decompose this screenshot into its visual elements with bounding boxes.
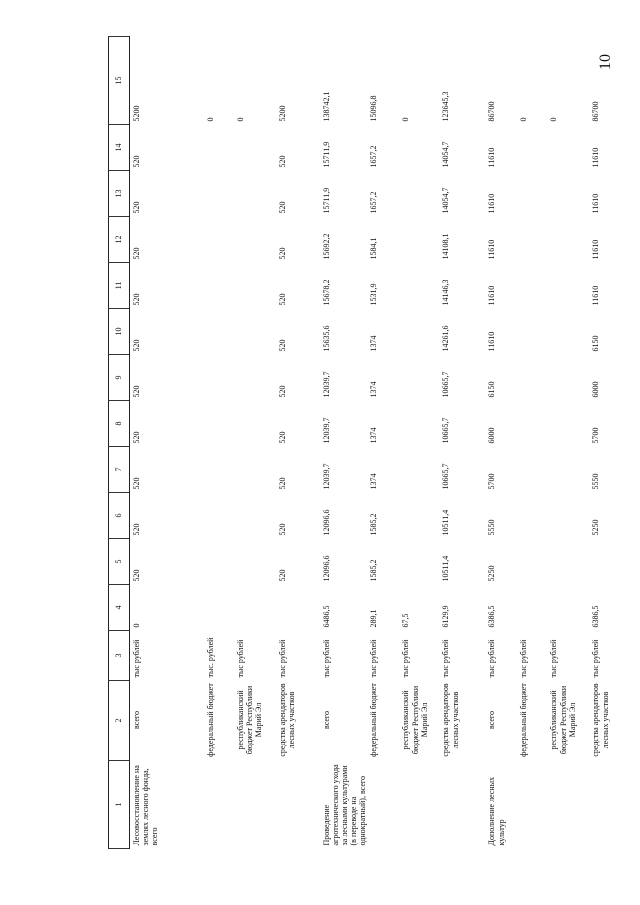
value-cell [234, 171, 276, 217]
value-cell [547, 263, 589, 309]
value-cell [234, 493, 276, 539]
value-cell [517, 539, 547, 585]
value-cell: 1374 [369, 427, 379, 444]
value-cell: 11610 [591, 239, 601, 260]
rotated-table-container [108, 37, 610, 849]
item-cell [276, 761, 320, 849]
table-row [234, 37, 276, 849]
table-row [485, 37, 517, 849]
value-cell [517, 355, 547, 401]
value-cell [204, 125, 234, 171]
value-cell [547, 447, 589, 493]
value-cell [547, 309, 589, 355]
source-cell: всего [321, 711, 331, 730]
value-cell [234, 447, 276, 493]
financing-table [108, 36, 629, 849]
value-cell: 520 [132, 431, 141, 444]
source-cell: республиканский бюджет Республики Марий Эл [549, 685, 577, 755]
value-cell: 289,1 [369, 609, 379, 628]
value-cell [204, 309, 234, 355]
value-cell [204, 263, 234, 309]
value-cell [204, 539, 234, 585]
value-cell [234, 309, 276, 355]
value-cell: 12096,6 [321, 555, 331, 582]
value-cell [547, 539, 589, 585]
value-cell: 14054,7 [441, 187, 451, 214]
table-row [547, 37, 589, 849]
table-row [130, 37, 204, 849]
value-cell: 1531,9 [369, 283, 379, 306]
value-cell: 520 [277, 247, 287, 260]
item-cell [204, 761, 234, 849]
value-cell [234, 585, 276, 631]
column-header-2: 2 [109, 681, 130, 761]
table-row [204, 37, 234, 849]
item-cell [367, 761, 399, 849]
value-cell: 14108,1 [441, 233, 451, 260]
value-cell: 11610 [487, 239, 497, 260]
unit-cell: тыс рублей [591, 639, 601, 678]
value-cell [234, 401, 276, 447]
value-cell: 1584,1 [369, 237, 379, 260]
item-cell: Дополнение лесных культур [487, 776, 506, 846]
table-row [367, 37, 399, 849]
value-cell: 5250 [591, 519, 601, 536]
value-cell [204, 217, 234, 263]
column-header-12: 12 [109, 217, 130, 263]
unit-cell: тыс рублей [321, 639, 331, 678]
value-cell: 15711,9 [321, 187, 331, 214]
value-cell [399, 493, 439, 539]
unit-cell: тыс рублей [549, 639, 559, 678]
item-cell [399, 761, 439, 849]
column-header-14: 14 [109, 125, 130, 171]
value-cell: 520 [132, 569, 141, 582]
column-header-13: 13 [109, 171, 130, 217]
column-header-1: 1 [109, 761, 130, 849]
item-cell [439, 761, 485, 849]
value-cell: 520 [277, 477, 287, 490]
value-cell [399, 539, 439, 585]
source-cell: федеральный бюджет [519, 683, 529, 757]
value-cell [276, 585, 320, 631]
value-cell: 11610 [487, 331, 497, 352]
source-cell: республиканский бюджет Республики Марий Эл [401, 685, 429, 755]
value-cell: 10511,4 [441, 509, 451, 536]
table-row [439, 37, 485, 849]
value-cell: 11610 [487, 193, 497, 214]
value-cell [399, 125, 439, 171]
column-header-5: 5 [109, 539, 130, 585]
column-header-9: 9 [109, 355, 130, 401]
column-header-6: 6 [109, 493, 130, 539]
value-cell: 6000 [487, 427, 497, 444]
value-cell: 520 [277, 155, 287, 168]
value-cell [204, 401, 234, 447]
value-cell [399, 217, 439, 263]
value-cell [547, 217, 589, 263]
value-cell: 12039,7 [321, 463, 331, 490]
value-cell: 520 [277, 569, 287, 582]
value-cell [517, 125, 547, 171]
item-cell [517, 761, 547, 849]
value-cell: 123645,3 [441, 91, 451, 122]
value-cell [399, 309, 439, 355]
value-cell [517, 401, 547, 447]
value-cell: 11610 [591, 285, 601, 306]
value-cell [399, 447, 439, 493]
value-cell: 11610 [591, 147, 601, 168]
value-cell: 6386,5 [487, 605, 497, 628]
value-cell: 15692,2 [321, 233, 331, 260]
value-cell: 15635,6 [321, 325, 331, 352]
value-cell [204, 171, 234, 217]
column-header-8: 8 [109, 401, 130, 447]
value-cell: 1374 [369, 335, 379, 352]
value-cell: 520 [277, 523, 287, 536]
value-cell: 15678,2 [321, 279, 331, 306]
value-cell: 520 [132, 523, 141, 536]
source-cell: средства арендаторов лесных участков [441, 683, 460, 757]
value-cell: 15096,8 [369, 95, 379, 122]
source-cell: федеральный бюджет [205, 683, 215, 757]
source-cell: республиканский бюджет Республики Марий Эл [235, 685, 263, 755]
value-cell: 14054,7 [441, 141, 451, 168]
value-cell: 1585,2 [369, 559, 379, 582]
value-cell [517, 217, 547, 263]
item-cell: Лесовосстановление на землях лесного фонда, всего [132, 765, 160, 846]
value-cell: 0 [205, 117, 215, 122]
value-cell [517, 309, 547, 355]
value-cell: 138742,1 [321, 91, 331, 122]
value-cell: 5250 [487, 565, 497, 582]
value-cell: 6150 [591, 335, 601, 352]
value-cell: 6129,9 [441, 605, 451, 628]
value-cell: 86700 [591, 101, 601, 122]
value-cell: 5550 [591, 473, 601, 490]
page-number: 10 [597, 54, 614, 70]
value-cell: 10665,7 [441, 463, 451, 490]
unit-cell: тыс. рублей [205, 637, 215, 678]
value-cell [234, 125, 276, 171]
unit-cell: тыс рублей [401, 639, 411, 678]
value-cell: 520 [132, 477, 141, 490]
value-cell [547, 401, 589, 447]
value-cell: 6000 [591, 381, 601, 398]
value-cell: 11610 [487, 285, 497, 306]
value-cell: 520 [277, 385, 287, 398]
value-cell [547, 355, 589, 401]
value-cell: 12039,7 [321, 417, 331, 444]
value-cell: 14261,6 [441, 325, 451, 352]
value-cell: 1585,2 [369, 513, 379, 536]
value-cell [204, 447, 234, 493]
value-cell: 12096,6 [321, 509, 331, 536]
value-cell [234, 263, 276, 309]
unit-cell: тыс рублей [487, 639, 497, 678]
value-cell [547, 125, 589, 171]
value-cell [517, 447, 547, 493]
value-cell [234, 217, 276, 263]
value-cell: 0 [401, 117, 411, 122]
value-cell: 6486,5 [321, 605, 331, 628]
value-cell [204, 493, 234, 539]
unit-cell: тыс рублей [519, 639, 529, 678]
value-cell: 67,5 [401, 613, 411, 628]
value-cell: 10511,4 [441, 555, 451, 582]
value-cell [399, 355, 439, 401]
value-cell [399, 171, 439, 217]
source-cell: федеральный бюджет [369, 683, 379, 757]
value-cell: 1374 [369, 381, 379, 398]
unit-cell: тыс рублей [235, 639, 245, 678]
column-header-7: 7 [109, 447, 130, 493]
value-cell [517, 171, 547, 217]
value-cell: 6386,5 [591, 605, 601, 628]
value-cell [589, 539, 629, 585]
value-cell [517, 493, 547, 539]
source-cell: всего [487, 711, 497, 730]
table-row [399, 37, 439, 849]
value-cell [234, 355, 276, 401]
value-cell [204, 585, 234, 631]
unit-cell: тыс рублей [132, 639, 141, 678]
value-cell: 5200 [277, 105, 287, 122]
value-cell: 10665,7 [441, 417, 451, 444]
value-cell: 520 [132, 293, 141, 306]
value-cell: 12039,7 [321, 371, 331, 398]
value-cell: 14146,3 [441, 279, 451, 306]
value-cell: 520 [132, 339, 141, 352]
value-cell: 520 [132, 201, 141, 214]
value-cell: 0 [235, 117, 245, 122]
column-header-3: 3 [109, 631, 130, 681]
value-cell: 1657,2 [369, 145, 379, 168]
item-cell [589, 761, 629, 849]
value-cell: 11610 [591, 193, 601, 214]
value-cell [204, 355, 234, 401]
source-cell: всего [132, 711, 141, 730]
value-cell [399, 263, 439, 309]
value-cell [547, 171, 589, 217]
value-cell: 520 [132, 385, 141, 398]
column-header-10: 10 [109, 309, 130, 355]
value-cell: 520 [277, 293, 287, 306]
value-cell: 1657,2 [369, 191, 379, 214]
value-cell: 1374 [369, 473, 379, 490]
value-cell [234, 539, 276, 585]
item-cell [547, 761, 589, 849]
value-cell: 10665,7 [441, 371, 451, 398]
value-cell: 0 [519, 117, 529, 122]
value-cell: 520 [277, 201, 287, 214]
value-cell [517, 263, 547, 309]
value-cell: 520 [132, 247, 141, 260]
value-cell: 520 [277, 339, 287, 352]
table-row [517, 37, 547, 849]
value-cell: 520 [132, 155, 141, 168]
column-header-11: 11 [109, 263, 130, 309]
item-cell: Проведение агротехнического ухода за лесными культурами (в переводе на однократный), всего [321, 764, 368, 846]
source-cell: средства арендаторов лесных участков [277, 683, 296, 757]
value-cell: 0 [132, 623, 141, 628]
unit-cell: тыс рублей [277, 639, 287, 678]
table-row [276, 37, 320, 849]
value-cell: 5550 [487, 519, 497, 536]
source-cell: средства арендаторов лесных участков [591, 683, 610, 757]
value-cell: 5700 [591, 427, 601, 444]
column-header-4: 4 [109, 585, 130, 631]
value-cell [547, 585, 589, 631]
value-cell: 0 [549, 117, 559, 122]
value-cell: 5200 [132, 105, 141, 122]
value-cell: 6150 [487, 381, 497, 398]
unit-cell: тыс рублей [369, 639, 379, 678]
table-row [589, 37, 629, 849]
value-cell: 11610 [487, 147, 497, 168]
column-header-15: 15 [109, 37, 130, 125]
value-cell: 520 [277, 431, 287, 444]
value-cell: 86700 [487, 101, 497, 122]
unit-cell: тыс рублей [441, 639, 451, 678]
value-cell: 5700 [487, 473, 497, 490]
value-cell [517, 585, 547, 631]
value-cell [547, 493, 589, 539]
table-row [320, 37, 368, 849]
value-cell [399, 401, 439, 447]
value-cell: 15711,9 [321, 141, 331, 168]
item-cell [234, 761, 276, 849]
header-row [109, 37, 130, 849]
